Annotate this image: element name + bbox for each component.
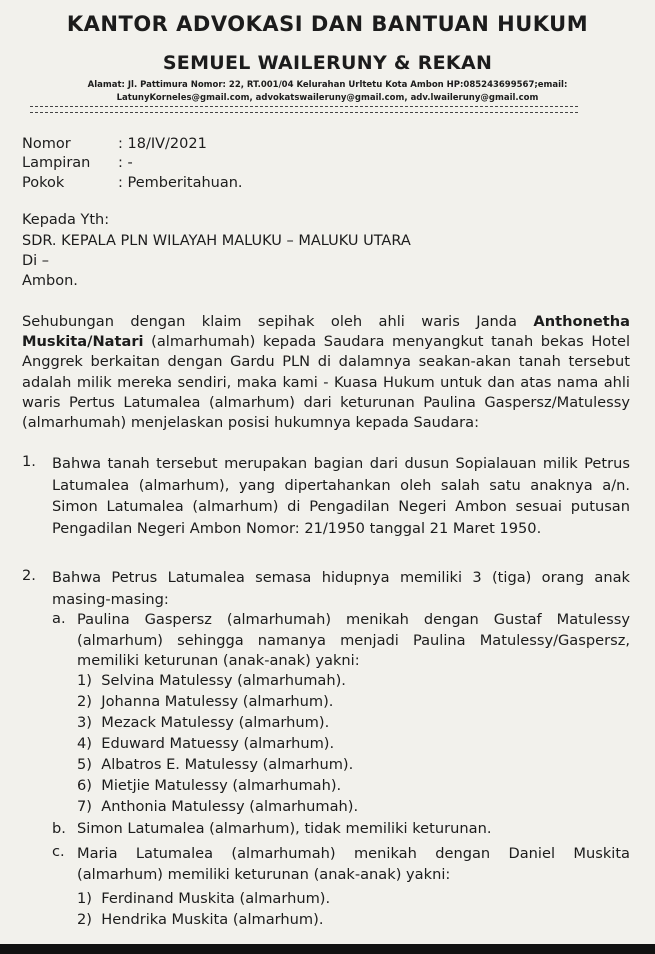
child-c-2 [77, 911, 323, 928]
list-name: Selvina Matulessy (almarhumah). [101, 672, 346, 689]
child-a-3 [77, 714, 329, 731]
letterhead-divider [30, 106, 578, 107]
pokok-value: : Pemberitahuan. [118, 175, 243, 191]
list-name: Albatros E. Matulessy (almarhum). [101, 756, 354, 773]
list-number: 3) [77, 714, 92, 731]
list-number: 6) [77, 777, 92, 794]
child-a-1 [77, 672, 346, 689]
list-name: Anthonia Matulessy (almarhumah). [101, 798, 359, 815]
recipient-city: Ambon. [22, 273, 78, 289]
child-a-5 [77, 756, 353, 773]
list-name: Eduward Matuessy (almarhum). [101, 735, 335, 752]
list-number: 1) [77, 890, 92, 907]
sub-a-label: a. [52, 610, 66, 627]
list-name: Hendrika Muskita (almarhum). [101, 911, 324, 928]
list-name: Mietjie Matulessy (almarhumah). [101, 777, 342, 794]
address-line-1: Alamat: Jl. Pattimura Nomor: 22, RT.001/04 Kelurahan Urltetu Kota Ambon HP:085243699567;email: [87, 80, 568, 90]
list-number: 5) [77, 756, 92, 773]
lampiran-value: : - [118, 155, 133, 171]
child-a-2 [77, 693, 333, 710]
sub-b-text: Simon Latumalea (almarhum), tidak memiliki keturunan. [77, 820, 492, 837]
intro-paragraph [22, 312, 630, 433]
list-number: 4) [77, 735, 92, 752]
child-c-1 [77, 890, 330, 907]
intro-text-start: Sehubungan dengan klaim sepihak oleh ahli waris Janda [22, 313, 534, 330]
list-number: 2) [77, 911, 92, 928]
sub-a-text: Paulina Gaspersz (almarhumah) menikah dengan Gustaf Matulessy (almarhum) sehingga namanya menjadi Paulina Matulessy/Gaspersz, memiliki keturunan (anak-anak) yakni: [77, 611, 630, 669]
point-1-text: Bahwa tanah tersebut merupakan bagian dari dusun Sopialauan milik Petrus Latumalea (almarhum), yang dipertahankan oleh salah satu anaknya a/n. Simon Latumalea (almarhum) di Pengadilan Negeri Ambon sesuai putusan Pengadilan Negeri Ambon Nomor: 21/1950 tanggal 21 Maret 1950. [52, 455, 630, 537]
pokok-label: Pokok [22, 175, 65, 191]
recipient-di: Di – [22, 253, 50, 269]
point-2-number: 2. [22, 567, 36, 584]
bottom-edge [0, 944, 655, 954]
intro-bold-name: Anthonetha Muskita/Natari [22, 313, 630, 351]
point-1-number: 1. [22, 453, 36, 470]
salutation: Kepada Yth: [22, 212, 110, 228]
child-a-7 [77, 798, 358, 815]
nomor-label: Nomor [22, 136, 71, 152]
nomor-value: : 18/IV/2021 [118, 136, 207, 152]
office-title: KANTOR ADVOKASI DAN BANTUAN HUKUM [66, 12, 589, 36]
list-number: 2) [77, 693, 92, 710]
recipient-name: SDR. KEPALA PLN WILAYAH MALUKU – MALUKU UTARA [22, 233, 411, 249]
list-number: 1) [77, 672, 92, 689]
intro-text-end: (almarhumah) kepada Saudara menyangkut tanah bekas Hotel Anggrek berkaitan dengan Gardu PLN di dalamnya seakan-akan tanah tersebut adalah milik mereka sendiri, maka kami - Kuasa Hukum untuk dan atas nama ahli waris Pertus Latumalea (almarhum) dari keturunan Paulina Gaspersz/Matulessy (almarhumah) menjelaskan posisi hukumnya kepada Saudara: [22, 333, 630, 432]
sub-c-text: Maria Latumalea (almarhumah) menikah dengan Daniel Muskita (almarhum) memiliki keturunan (anak-anak) yakni: [77, 845, 630, 883]
lampiran-label: Lampiran [22, 155, 91, 171]
address-line-2: LatunyKorneles@gmail.com, advokatswaileruny@gmail.com, adv.lwaileruny@gmail.com [116, 93, 539, 103]
list-name: Ferdinand Muskita (almarhum). [101, 890, 331, 907]
letterhead-divider [30, 112, 578, 113]
point-2-text: Bahwa Petrus Latumalea semasa hidupnya memiliki 3 (tiga) orang anak masing-masing: [52, 569, 630, 608]
sub-b-label: b. [52, 820, 66, 837]
sub-c-label: c. [52, 843, 65, 860]
list-name: Johanna Matulessy (almarhum). [101, 693, 334, 710]
list-number: 7) [77, 798, 92, 815]
child-a-4 [77, 735, 334, 752]
child-a-6 [77, 777, 341, 794]
list-name: Mezack Matulessy (almarhum). [101, 714, 330, 731]
firm-name: SEMUEL WAILERUNY & REKAN [162, 52, 493, 74]
